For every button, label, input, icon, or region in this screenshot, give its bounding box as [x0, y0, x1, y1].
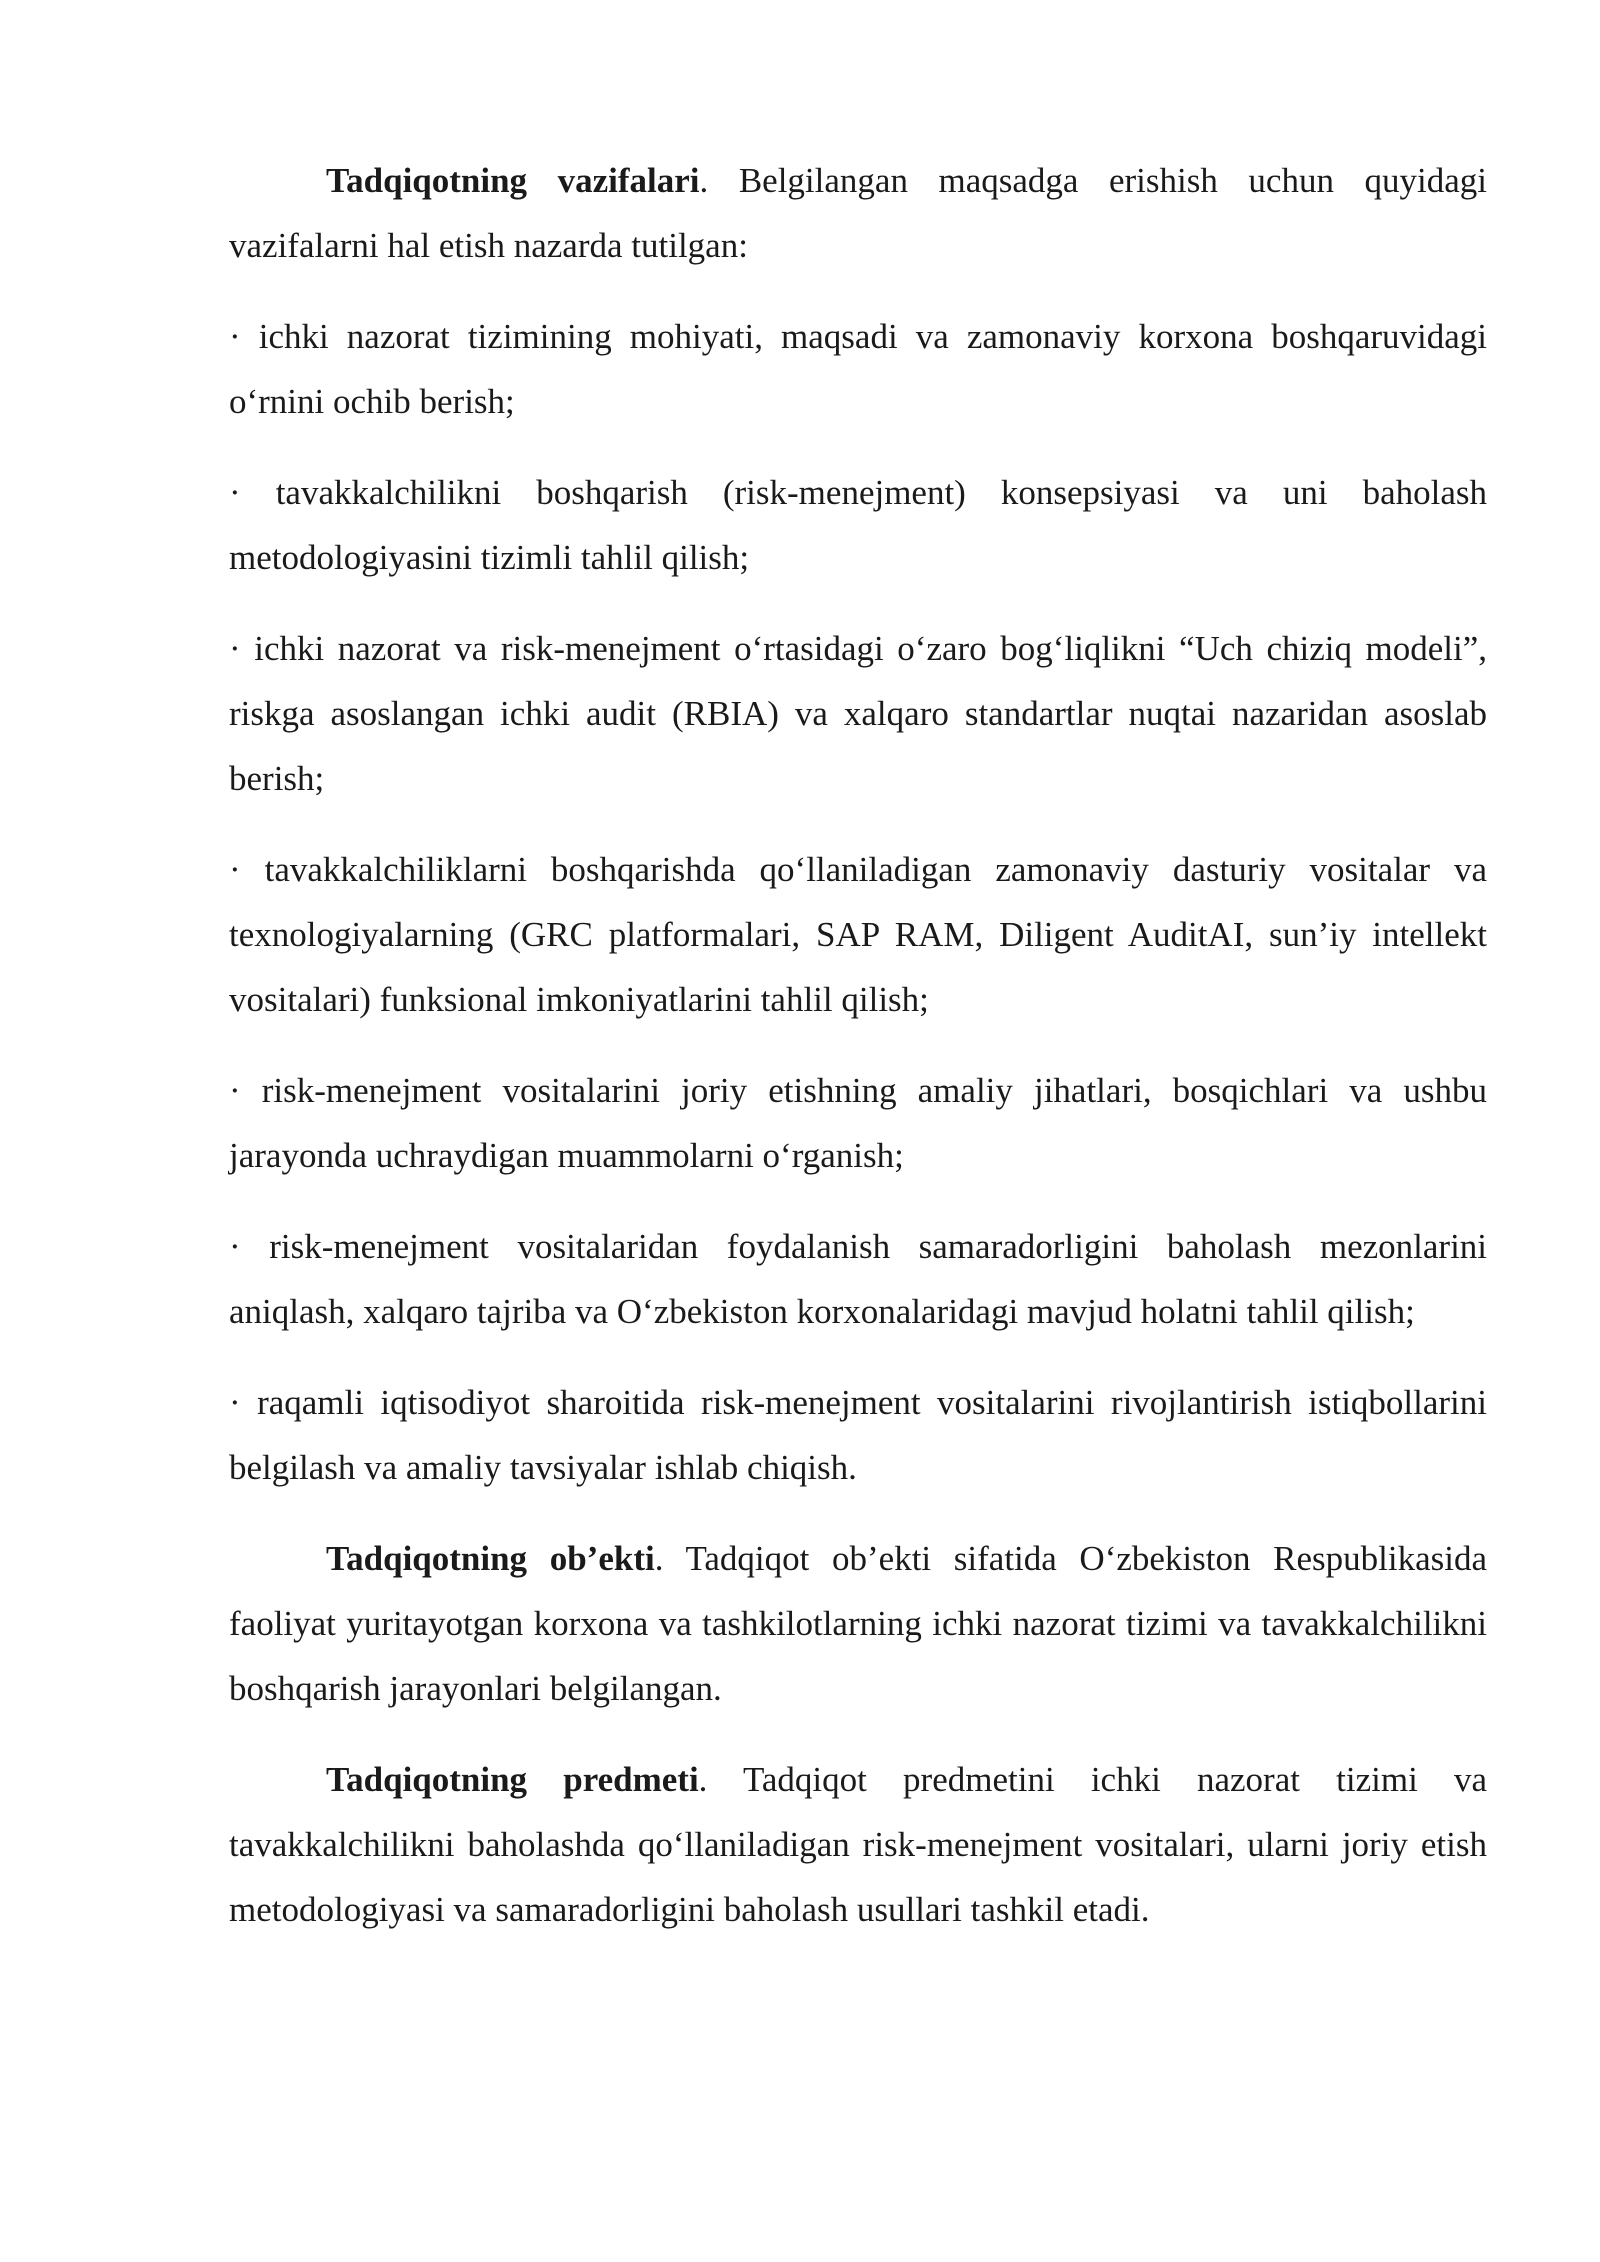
task-item-4 — [229, 837, 1487, 1032]
bullet-dot-icon: · — [229, 1227, 241, 1266]
subject-text: . Tadqiqot predmetini ichki nazorat tizimi va tavakkalchilikni baholashda qo‘llaniladigan risk-menejment vositalari, ularni joriy etish metodologiyasi va samaradorligini baholash usullari tashkil etadi. — [229, 1760, 1487, 1929]
bullet-dot-icon: · — [229, 317, 241, 356]
task-item-5 — [229, 1058, 1487, 1188]
tasks-heading: Tadqiqotning vazifalari — [326, 161, 700, 200]
bullet-dot-icon: · — [229, 1383, 241, 1422]
task-item-7 — [229, 1370, 1487, 1500]
task-item-text: ichki nazorat va risk-menejment o‘rtasidagi o‘zaro bog‘liqlikni “Uch chiziq modeli”, riskga asoslangan ichki audit (RBIA) va xalqaro standartlar nuqtai nazaridan asoslab berish; — [229, 629, 1488, 798]
task-item-text: raqamli iqtisodiyot sharoitida risk-menejment vositalarini rivojlantirish istiqbollarini belgilash va amaliy tavsiyalar ishlab chiqish. — [229, 1383, 1488, 1487]
task-item-text: tavakkalchilikni boshqarish (risk-menejment) konsepsiyasi va uni baholash metodologiyasini tizimli tahlil qilish; — [229, 473, 1487, 577]
object-heading: Tadqiqotning ob’ekti — [326, 1539, 655, 1578]
bullet-dot-icon: · — [229, 850, 241, 889]
object-paragraph — [229, 1526, 1487, 1721]
bullet-dot-icon: · — [229, 473, 241, 512]
bullet-dot-icon: · — [229, 629, 241, 668]
task-item-6 — [229, 1214, 1487, 1344]
task-item-3 — [229, 616, 1487, 811]
tasks-intro: . Belgilangan maqsadga erishish uchun quyidagi vazifalarni hal etish nazarda tutilgan: — [229, 161, 1487, 265]
object-text: . Tadqiqot ob’ekti sifatida O‘zbekiston Respublikasida faoliyat yuritayotgan korxona va tashkilotlarning ichki nazorat tizimi va tavakkalchilikni boshqarish jarayonlari belgilangan. — [229, 1539, 1488, 1708]
task-item-text: risk-menejment vositalaridan foydalanish samaradorligini baholash mezonlarini aniqlash, xalqaro tajriba va O‘zbekiston korxonalaridagi mavjud holatni tahlil qilish; — [229, 1227, 1488, 1331]
subject-paragraph — [229, 1747, 1487, 1942]
subject-heading: Tadqiqotning predmeti — [326, 1760, 699, 1799]
task-item-text: tavakkalchiliklarni boshqarishda qo‘llaniladigan zamonaviy dasturiy vositalar va texnologiyalarning (GRC platformalari, SAP RAM, Diligent AuditAI, sun’iy intellekt vositalari) funksional imkoniyatlarini tahlil qilish; — [229, 850, 1487, 1019]
task-item-text: ichki nazorat tizimining mohiyati, maqsadi va zamonaviy korxona boshqaruvidagi o‘rnini ochib berish; — [229, 317, 1487, 421]
document-page — [229, 148, 1487, 1942]
task-item-1 — [229, 304, 1487, 434]
task-item-text: risk-menejment vositalarini joriy etishning amaliy jihatlari, bosqichlari va ushbu jarayonda uchraydigan muammolarni o‘rganish; — [229, 1071, 1488, 1175]
tasks-paragraph — [229, 148, 1487, 278]
bullet-dot-icon: · — [229, 1071, 241, 1110]
task-item-2 — [229, 460, 1487, 590]
